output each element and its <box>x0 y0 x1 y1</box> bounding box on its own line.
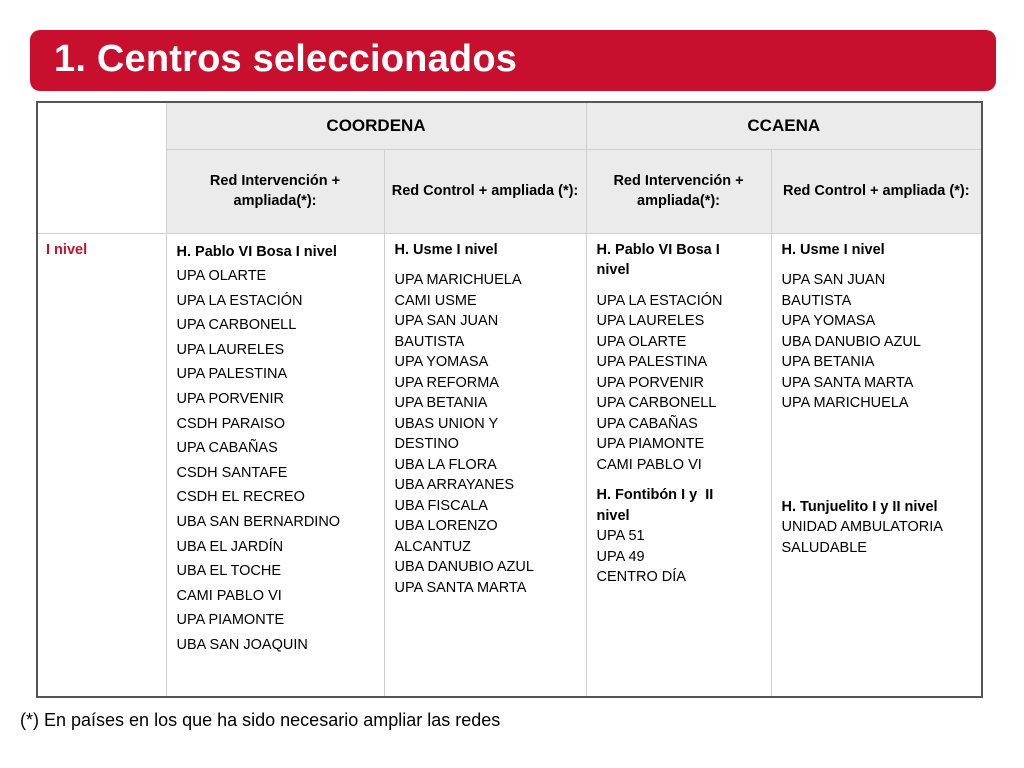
subheader-ccaena-intervencion: Red Intervención + ampliada(*): <box>586 149 771 233</box>
group-header-ccaena: CCAENA <box>586 102 982 149</box>
cell-ccaena-control <box>771 233 982 697</box>
spacer <box>395 260 576 270</box>
list-item: UPA BETANIA <box>394 395 488 411</box>
corner-cell <box>37 102 166 233</box>
center-heading: H. Tunjuelito I y II nivel <box>781 498 938 515</box>
list-item: UPA LA ESTACIÓN <box>596 292 723 309</box>
list-item: UPA MARICHUELA <box>394 272 522 288</box>
spacer <box>782 260 972 270</box>
list-item: UPA LAURELES <box>596 313 705 329</box>
list-item: UPA MARICHUELA <box>781 395 909 411</box>
spacer <box>782 414 972 497</box>
list-item: UBA SAN JOAQUIN <box>176 637 308 653</box>
center-heading: H. Pablo VI Bosa I <box>596 241 720 258</box>
list-item: UPA OLARTE <box>176 268 267 285</box>
center-heading: nivel <box>596 262 630 278</box>
title-bar <box>30 30 996 91</box>
list-item: UPA OLARTE <box>596 333 687 350</box>
list-item: UPA LA ESTACIÓN <box>176 292 303 309</box>
list-item: UPA PORVENIR <box>176 391 284 408</box>
subheader-coordena-intervencion: Red Intervención + ampliada(*): <box>166 149 384 233</box>
list-item: UBA ARRAYANES <box>394 477 515 493</box>
list-item: UPA 51 <box>596 528 645 544</box>
list-item: BAUTISTA <box>781 292 852 309</box>
list-item: UBA SAN BERNARDINO <box>176 514 341 531</box>
list-item: BAUTISTA <box>394 333 465 350</box>
page-title: 1. Centros seleccionados <box>54 38 518 80</box>
list-item: UBA EL JARDÍN <box>176 538 284 555</box>
list-item: UBA DANUBIO AZUL <box>781 333 921 350</box>
list-item: UPA CARBONELL <box>596 395 717 411</box>
list-item: CSDH PARAISO <box>176 415 286 432</box>
center-heading: H. Fontibón I y II <box>596 487 714 503</box>
list-item: UPA CABAÑAS <box>176 440 278 457</box>
footnote: (*) En países en los que ha sido necesario ampliar las redes <box>20 710 501 730</box>
list-item: UBA LORENZO <box>394 518 498 534</box>
list-item: UPA PALESTINA <box>596 354 708 370</box>
center-heading: nivel <box>596 507 630 524</box>
list-item: UPA CARBONELL <box>176 317 297 334</box>
list-item: SALUDABLE <box>781 539 867 556</box>
list-item: UPA YOMASA <box>781 313 876 329</box>
list-item: CAMI PABLO VI <box>596 456 702 473</box>
list-item: UBA LA FLORA <box>394 456 497 473</box>
cell-coordena-intervencion <box>166 233 384 697</box>
list-item: UPA SAN JUAN <box>781 272 886 288</box>
row-label: I nivel <box>37 233 166 697</box>
list-item: UBAS UNION Y <box>394 415 499 432</box>
list-item: UBA EL TOCHE <box>176 563 281 580</box>
list-item: UPA SANTA MARTA <box>394 579 527 596</box>
list-item: UPA SANTA MARTA <box>781 374 914 391</box>
spacer <box>597 281 761 291</box>
list-item: UPA 49 <box>596 548 645 565</box>
list-item: CAMI USME <box>394 292 477 309</box>
list-item: UPA PALESTINA <box>176 366 288 383</box>
center-heading: H. Pablo VI Bosa I nivel <box>176 243 337 260</box>
list-item: UPA SAN JUAN <box>394 313 499 329</box>
list-item: UPA CABAÑAS <box>596 415 698 432</box>
list-item: UBA FISCALA <box>394 497 488 514</box>
group-header-coordena: COORDENA <box>166 102 586 149</box>
list-item: ALCANTUZ <box>394 538 472 555</box>
list-item: UPA PIAMONTE <box>176 612 285 629</box>
list-item: CSDH EL RECREO <box>176 489 305 506</box>
list-item: UNIDAD AMBULATORIA <box>781 519 943 535</box>
list-item: UPA REFORMA <box>394 374 499 391</box>
subheader-ccaena-control: Red Control + ampliada (*): <box>771 149 982 233</box>
center-heading: H. Usme I nivel <box>781 241 885 258</box>
list-item: UPA LAURELES <box>176 341 285 358</box>
cell-coordena-control <box>384 233 586 697</box>
list-item: UPA BETANIA <box>781 354 875 370</box>
list-item: UBA DANUBIO AZUL <box>394 559 534 575</box>
list-item: CAMI PABLO VI <box>176 587 282 604</box>
cell-ccaena-intervencion <box>586 233 771 697</box>
center-heading: H. Usme I nivel <box>394 241 498 258</box>
list-item: CENTRO DÍA <box>596 569 686 585</box>
list-item: UPA YOMASA <box>394 354 489 370</box>
list-item: DESTINO <box>394 436 459 452</box>
spacer <box>597 475 761 485</box>
centers-table <box>36 101 983 698</box>
subheader-coordena-control: Red Control + ampliada (*): <box>384 149 586 233</box>
list-item: UPA PIAMONTE <box>596 436 705 452</box>
list-item: UPA PORVENIR <box>596 374 704 391</box>
list-item: CSDH SANTAFE <box>176 464 288 481</box>
